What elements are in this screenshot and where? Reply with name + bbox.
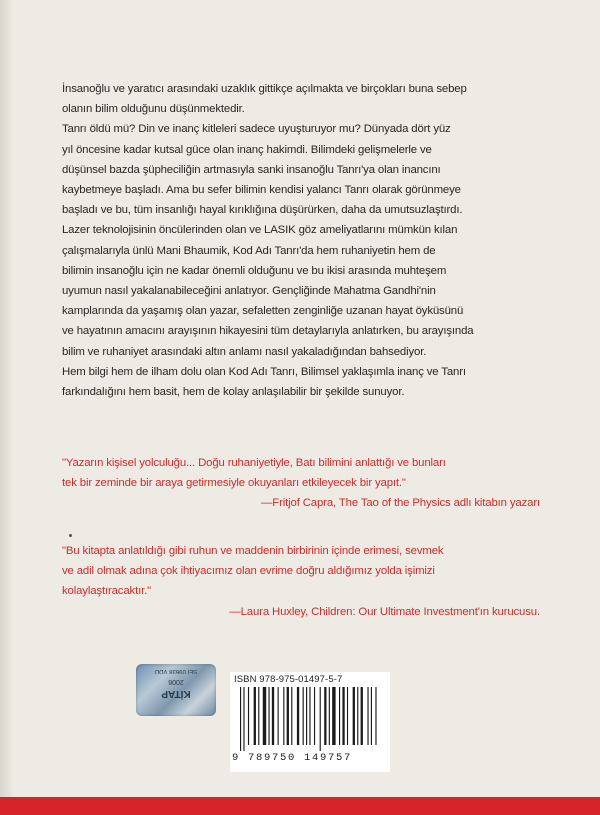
blurb-line: bilim ve ruhaniyet arasındaki altın anlamı nasıl yakaladığından bahsediyor. — [62, 345, 427, 358]
huxley-quote — [62, 541, 540, 622]
quote-line: kolaylaştıracaktır." — [62, 585, 152, 598]
hologram-year: 2006 — [168, 678, 184, 685]
blurb-line: başladı ve bu, tüm insanlığı hayal kırıklığına düşürürken, daha da umutsuzlaştırdı. — [62, 204, 463, 217]
capra-quote — [62, 453, 540, 514]
isbn-barcode-box — [230, 672, 390, 772]
blurb-line: düşünsel bazda şüpheciliğin artmasıyla sanki insanoğlu Tanrı'ya olan inancını — [62, 163, 441, 176]
blurb-line: Tanrı öldü mü? Din ve inanç kitleleri sadece uyuşturuyor mu? Dünyada dört yüz — [62, 123, 451, 136]
blurb-text — [62, 79, 540, 402]
blurb-line: Hem bilgi hem de ilham dolu olan Kod Adı Tanrı, Bilimsel yaklaşımla inanç ve Tanrı — [62, 365, 466, 378]
blurb-line: çalışmalarıyla ünlü Mani Bhaumik, Kod Adı Tanrı'da hem ruhaniyetin hem de — [62, 244, 436, 257]
quote-line: "Bu kitapta anlatıldığı gibi ruhun ve maddenin birbirinin içinde erimesi, sevmek — [62, 545, 444, 557]
quote-line: tek bir zeminde bir araya getirmesiyle okuyanları etkileyecek bir yapıt." — [62, 477, 406, 490]
barcode-icon — [238, 687, 382, 751]
blurb-line: bilimin insanoğlu için ne kadar önemli olduğunu ve bu ikisi arasında muhteşem — [62, 264, 447, 277]
quote-line: ve adil olmak adına çok ihtiyacımız olan evrime doğru aldığımız yolda işimizi — [62, 565, 435, 578]
bottom-red-band — [0, 797, 600, 815]
hologram-sticker — [136, 664, 216, 716]
blurb-line: İnsanoğlu ve yaratıcı arasındaki uzaklık gittikçe açılmakta ve birçokları buna sebep — [62, 83, 467, 95]
quote-attribution: —Fritjof Capra, The Tao of the Physics adlı kitabın yazarı — [261, 497, 540, 510]
blurb-line: ve hayatının amacını arayışının hikayesini tüm detaylarıyla anlatırken, bu arayışında — [62, 325, 474, 338]
blurb-line: uyumun nasıl yakalanabileceğini anlatıyor. Gençliğinde Mahatma Gandhi'nin — [62, 285, 436, 298]
blurb-line: yıl öncesine kadar kutsal güce olan inanç hakimdi. Bilimdeki gelişmelerle ve — [62, 143, 432, 156]
blurb-line: olanın bilim olduğunu düşünmektedir. — [62, 103, 245, 116]
blurb-line: Lazer teknolojisinin öncülerinden olan ve LASIK göz ameliyatlarını mümkün kılan — [62, 224, 458, 237]
barcode-digits: 9 789750 149757 — [232, 752, 353, 764]
hologram-serial: SEI 09638 VDD — [154, 668, 198, 674]
blurb-line: kaybetmeye başladı. Ama bu sefer bilimin kendisi yalancı Tanrı olarak görünmeye — [62, 184, 461, 197]
quote-attribution: —Laura Huxley, Children: Our Ultimate Investment'ın kurucusu. — [229, 605, 540, 618]
blurb-line: farkındalığını hem basit, hem de kolay anlaşılabilir bir şekilde sunuyor. — [62, 386, 405, 399]
blurb-line: kamplarında da yaşamış olan yazar, sefaletten zenginliğe uzanan hayat öyküsünü — [62, 305, 464, 318]
print-speck — [69, 534, 72, 537]
isbn-label: ISBN 978-975-01497-5-7 — [234, 674, 343, 685]
quote-line: "Yazarın kişisel yolculuğu... Doğu ruhaniyetiyle, Batı bilimini anlattığı ve bunları — [62, 457, 446, 469]
hologram-label: KİTAP — [161, 688, 191, 699]
page-edge-shadow — [0, 0, 14, 815]
